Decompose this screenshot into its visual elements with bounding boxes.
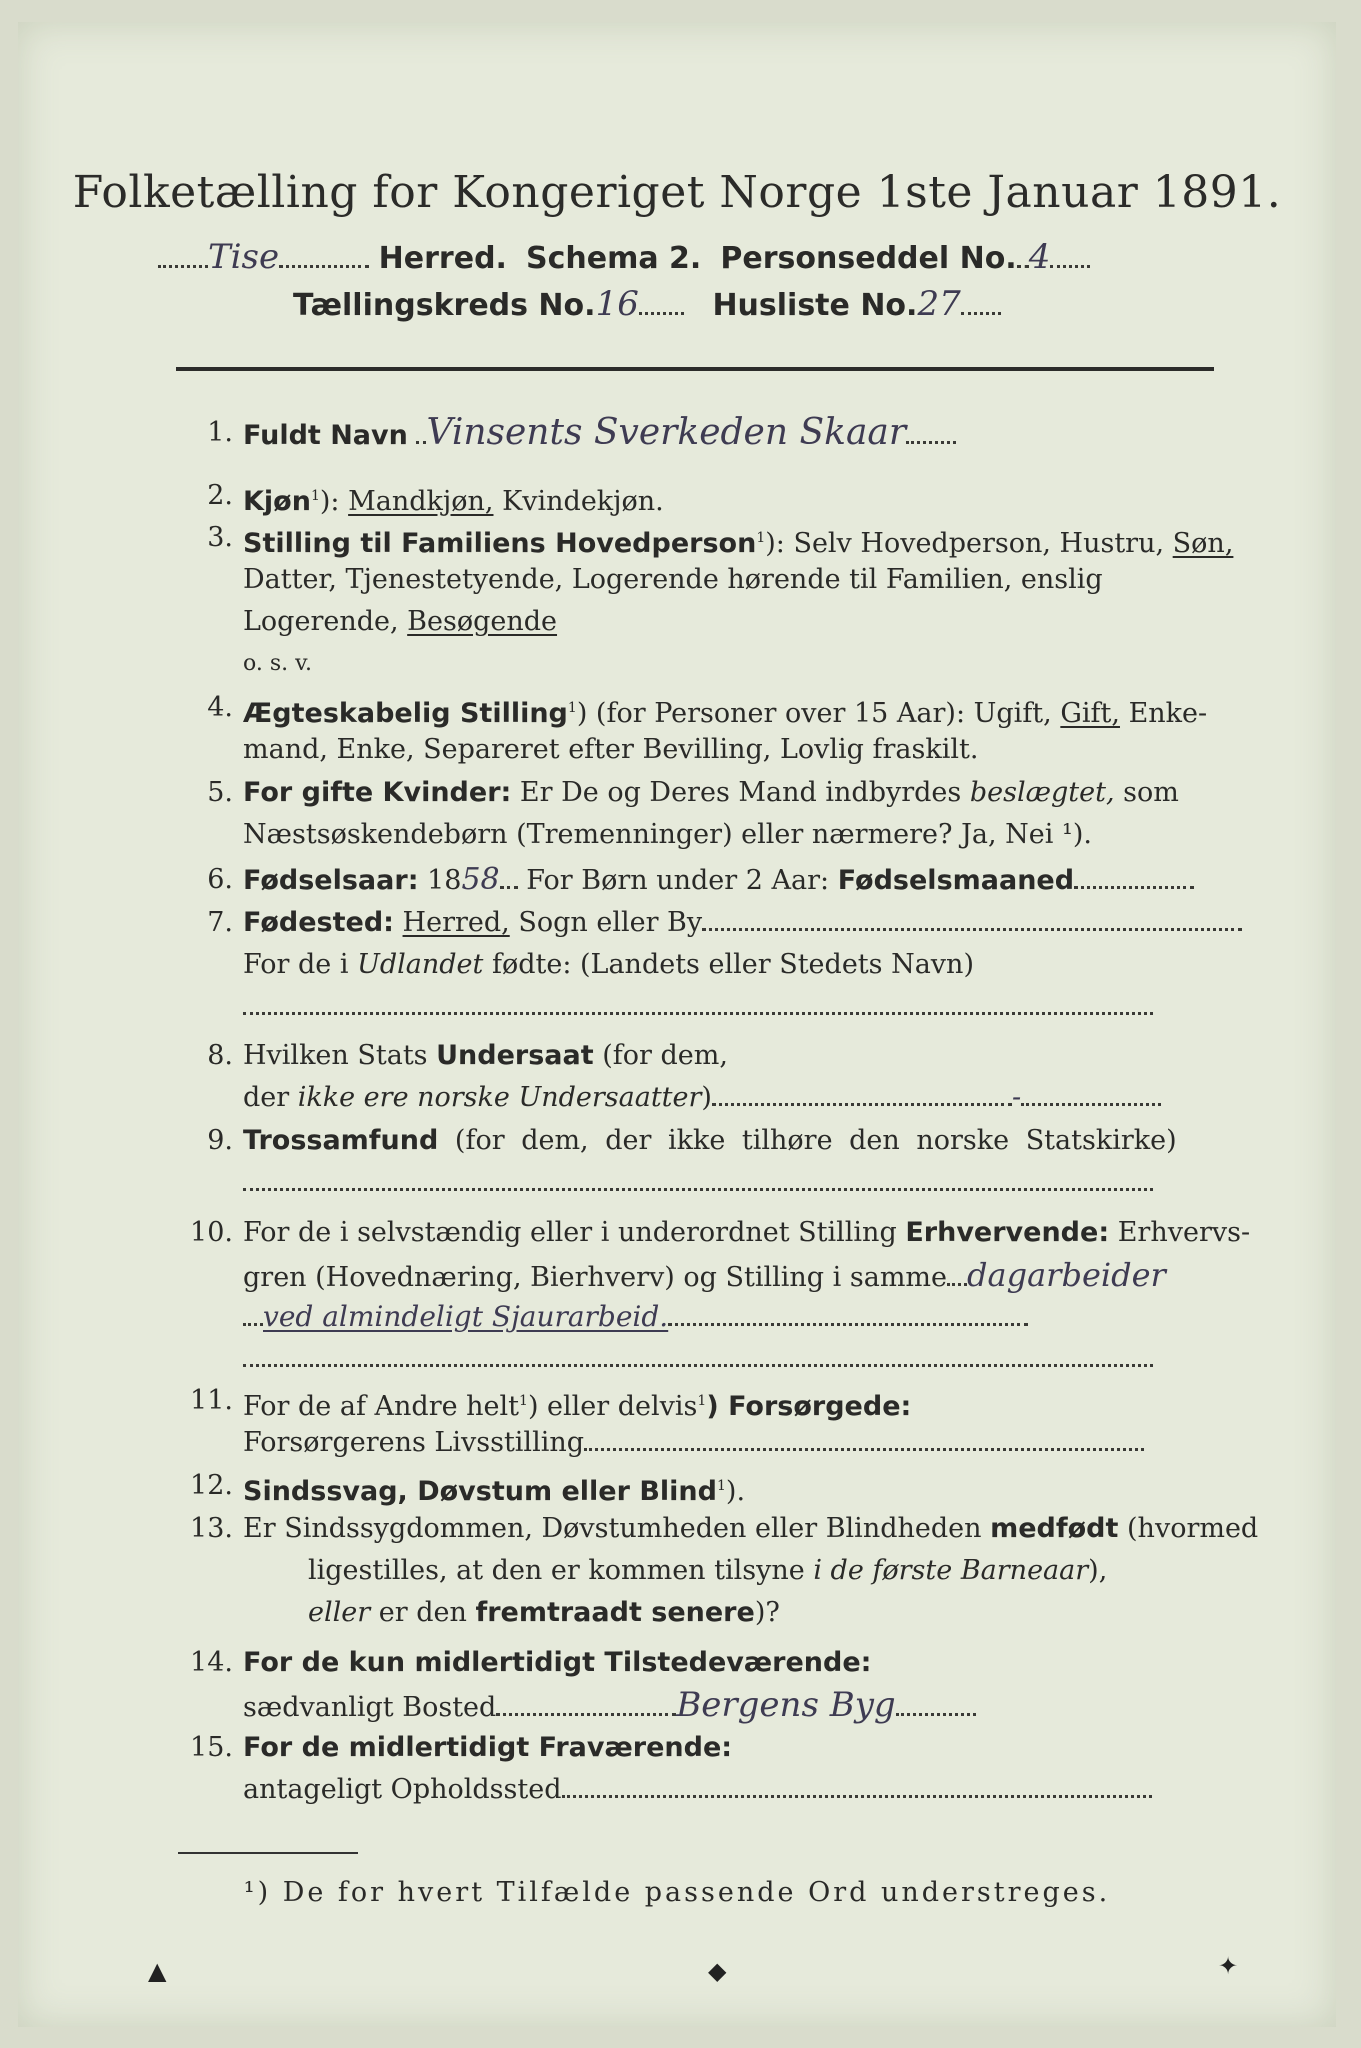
item-text: ),: [1088, 1555, 1108, 1586]
item-number: 8.: [207, 1040, 233, 1071]
full-name-value: Vinsents Sverkeden Skaar: [426, 412, 907, 453]
item-text: Erhvervs-: [1117, 1217, 1251, 1248]
herred-label: Herred.: [378, 241, 507, 276]
personseddel-value: 4: [1028, 237, 1051, 277]
footnote-ref: 1: [697, 1393, 707, 1409]
item-label: For de midlertidigt Fraværende:: [243, 1732, 733, 1763]
item-label: Undersaat: [436, 1040, 594, 1071]
item-label: Fødselsmaaned: [837, 865, 1075, 896]
item-text: (for dem, der ikke tilhøre den norske Statskirke): [454, 1125, 1177, 1156]
item-text: ) (for Personer over 15 Aar): Ugift,: [576, 698, 1052, 729]
item-text: ): Selv Hovedperson, Hustru,: [765, 528, 1165, 559]
corner-mark-icon: ◆: [708, 1957, 727, 1985]
position-option-visitor: Besøgende: [407, 606, 558, 637]
header-divider: [176, 367, 1214, 371]
item-text: For de i: [243, 949, 349, 980]
taellingskreds-label: Tællingskreds No.: [293, 288, 596, 323]
birth-year-prefix: 18: [427, 865, 462, 896]
schema-label: Schema 2.: [526, 241, 702, 276]
item-label: ) Forsørgede:: [706, 1391, 912, 1422]
item-number: 14.: [190, 1647, 233, 1678]
item-label: Ægteskabelig Stilling: [243, 698, 568, 729]
herred-value: Tise: [208, 237, 280, 277]
footnote-divider: [178, 1852, 358, 1854]
item-number: 9.: [207, 1125, 233, 1156]
birth-year-value: 58: [461, 862, 500, 897]
husliste-value: 27: [917, 284, 961, 324]
item-text: For de i selvstændig eller i underordnet Stilling: [243, 1217, 897, 1248]
item-text: For Børn under 2 Aar:: [526, 865, 830, 896]
item-text: beslægtet,: [969, 777, 1115, 808]
form-title: Folketælling for Kongeriget Norge 1ste Januar 1891.: [72, 167, 1282, 218]
item-number: 1.: [207, 417, 233, 448]
item-number: 3.: [207, 522, 233, 553]
item-text: i de første Barneaar: [813, 1555, 1089, 1586]
item-number: 6.: [207, 864, 233, 895]
item-label: Erhvervende:: [905, 1217, 1110, 1248]
item-text: Enke-: [1128, 698, 1208, 729]
citizenship-value: -: [1011, 1082, 1022, 1113]
personseddel-label: Personseddel No.: [720, 241, 1017, 276]
item-label: Fødselsaar:: [243, 865, 419, 896]
header-row-kreds: [293, 284, 1001, 324]
item-number: 10.: [190, 1217, 233, 1248]
position-option-son: Søn,: [1172, 528, 1234, 559]
occupation-value: dagarbeider: [967, 1256, 1166, 1294]
item-number: 11.: [190, 1385, 233, 1416]
item-text: o. s. v.: [243, 651, 312, 676]
gender-option-male: Mandkjøn,: [348, 486, 494, 517]
item-text: Sogn eller By: [518, 907, 703, 938]
footnote-ref: 1: [567, 700, 577, 716]
item-text: mand, Enke, Separeret efter Bevilling, Lovlig fraskilt.: [243, 734, 979, 765]
item-text: Næstsøskendebørn (Tremenninger) eller nærmere? Ja, Nei ¹).: [243, 819, 1092, 850]
footnote-ref: 1: [716, 1478, 726, 1494]
item-label: Trossamfund: [243, 1125, 439, 1156]
item-number: 7.: [207, 907, 233, 938]
item-text: (for dem,: [602, 1040, 728, 1071]
item-text: sædvanligt Bosted: [243, 1692, 497, 1723]
item-label: Kjøn: [243, 486, 311, 517]
item-text: antageligt Opholdssted: [243, 1774, 562, 1805]
item-text: Hvilken Stats: [243, 1040, 428, 1071]
item-number: 4.: [207, 692, 233, 723]
corner-mark-icon: ✦: [1218, 1952, 1239, 1980]
footnote-ref: 1: [519, 1393, 528, 1409]
item-number: 5.: [207, 777, 233, 808]
header-row-herred: [158, 237, 1090, 277]
husliste-label: Husliste No.: [712, 288, 918, 323]
item-label: Stilling til Familiens Hovedperson: [243, 528, 757, 559]
item-text: der: [243, 1082, 290, 1113]
item-text: Logerende,: [243, 606, 399, 637]
item-number: 12.: [190, 1470, 233, 1501]
usual-residence-value: Bergens Byg: [676, 1685, 896, 1725]
marital-option-married: Gift,: [1060, 698, 1120, 729]
item-text: ): [701, 1082, 712, 1113]
item-text: Udlandet: [357, 949, 484, 980]
item-text: Forsørgerens Livsstilling: [243, 1427, 585, 1458]
gender-option-female: Kvindekjøn.: [502, 486, 664, 517]
occupation-detail-value: ved almindeligt Sjaurarbeid.: [263, 1300, 669, 1333]
item-label: Fuldt Navn: [243, 420, 408, 451]
footnote-ref: 1: [310, 488, 320, 504]
item-text: eller: [308, 1597, 371, 1628]
birthplace-option-herred: Herred,: [402, 907, 510, 938]
item-number: 15.: [190, 1732, 233, 1763]
item-label: For gifte Kvinder:: [243, 777, 512, 808]
item-number: 2.: [207, 480, 233, 511]
item-text: ).: [725, 1476, 746, 1507]
item-text: (hvormed: [1127, 1513, 1259, 1544]
footnote: ¹) De for hvert Tilfælde passende Ord understreges.: [243, 1877, 1111, 1908]
item-text: fødte: (Landets eller Stedets Navn): [491, 949, 974, 980]
item-text: som: [1123, 777, 1179, 808]
item-text: )?: [754, 1597, 780, 1628]
census-form-page: [18, 22, 1336, 2027]
item-text: For de af Andre helt: [243, 1391, 520, 1422]
item-text: ikke ere norske Undersaatter: [297, 1082, 702, 1113]
taellingskreds-value: 16: [595, 284, 639, 324]
corner-mark-icon: ▲: [148, 1957, 167, 1985]
item-text: ):: [319, 486, 340, 517]
item-text: ) eller delvis: [527, 1391, 698, 1422]
item-text: gren (Hovednæring, Bierhverv) og Stilling i samme: [243, 1262, 948, 1293]
item-text: ligestilles, at den er kommen tilsyne: [308, 1555, 805, 1586]
item-label: medfødt: [990, 1513, 1119, 1544]
item-text: Er Sindssygdommen, Døvstumheden eller Blindheden: [243, 1513, 982, 1544]
item-label: For de kun midlertidigt Tilstedeværende:: [243, 1647, 872, 1678]
item-text: er den: [378, 1597, 467, 1628]
item-text: Datter, Tjenestetyende, Logerende hørende til Familien, enslig: [243, 564, 1103, 595]
item-label: fremtraadt senere: [475, 1597, 755, 1628]
item-label: Sindssvag, Døvstum eller Blind: [243, 1476, 717, 1507]
item-label: Fødested:: [243, 907, 394, 938]
item-text: Er De og Deres Mand indbyrdes: [519, 777, 962, 808]
footnote-ref: 1: [756, 530, 766, 546]
item-number: 13.: [190, 1513, 233, 1544]
